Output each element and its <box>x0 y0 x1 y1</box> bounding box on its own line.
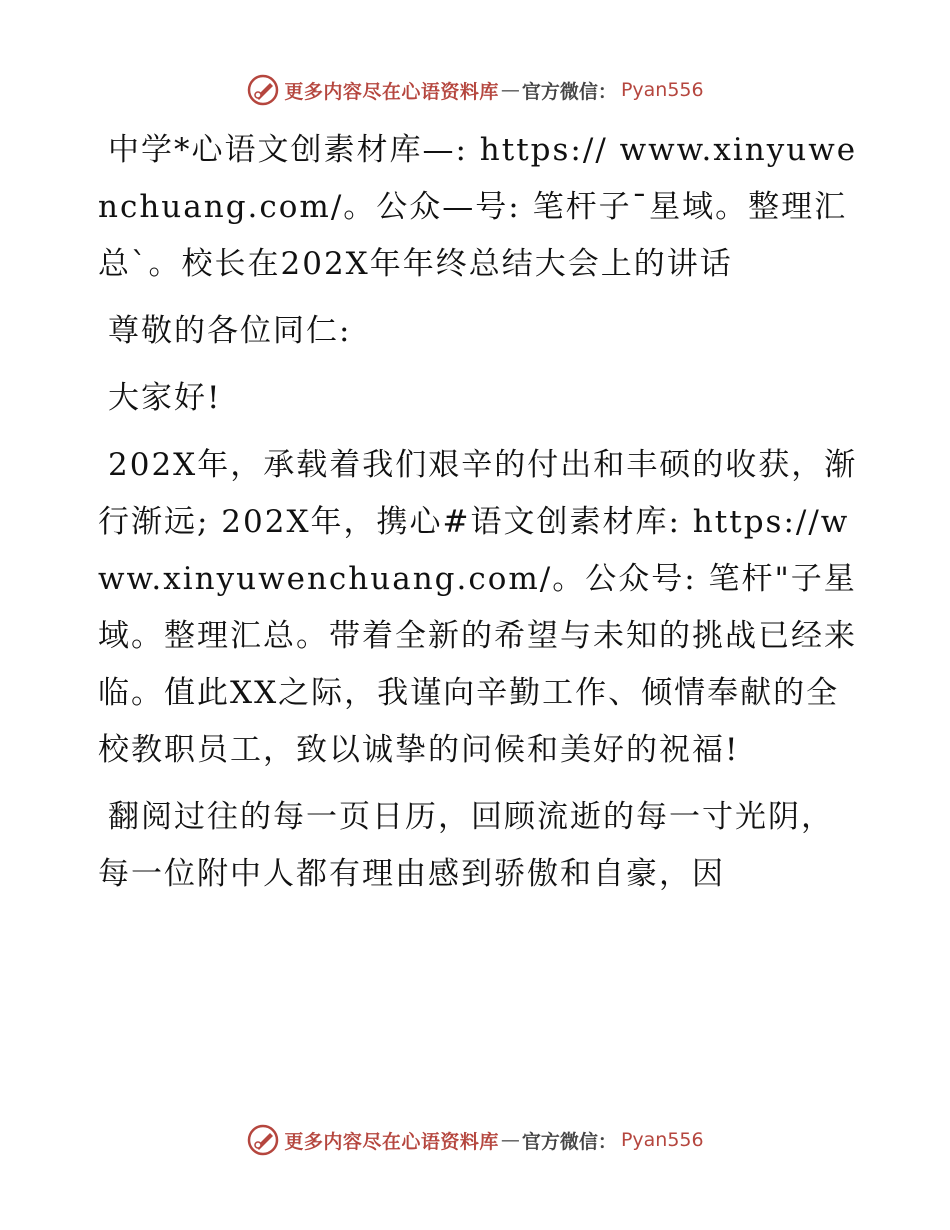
banner-wechat-id: Pyan556 <box>620 79 704 101</box>
footer-banner <box>0 1118 950 1162</box>
document-body <box>98 122 858 913</box>
banner-separator: — <box>500 1129 520 1151</box>
banner-sub: 官方微信： <box>521 1130 617 1153</box>
banner-brand: 更多内容尽在心语资料库 <box>284 80 499 103</box>
pen-logo-icon <box>246 73 280 107</box>
paragraph-body-2: 翻阅过往的每一页日历，回顾流逝的每一寸光阴，每一位附中人都有理由感到骄傲和自豪，因 <box>98 799 834 892</box>
banner-sub: 官方微信： <box>521 80 617 103</box>
banner-brand: 更多内容尽在心语资料库 <box>284 1130 499 1153</box>
paragraph-salutation: 尊敬的各位同仁: <box>108 313 352 349</box>
header-banner <box>0 68 950 112</box>
banner-wechat-id: Pyan556 <box>620 1129 704 1151</box>
paragraph-title: 中学*心语文创素材库—: https:// www.xinyuwenchuang.com/。公众—号: 笔杆子¯星域。整理汇总`。校长在202X年年终总结大会上的讲话 <box>98 132 858 282</box>
paragraph-greeting: 大家好! <box>108 380 222 416</box>
paragraph-body-1: 202X年，承载着我们艰辛的付出和丰硕的收获，渐行渐远; 202X年，携心#语文创素材库: https://www.xinyuwenchuang.com/。公众号: 笔杆"子星域。整理汇总。带着全新的希望与未知的挑战已经来临。值此XX之际，我谨向辛勤工作、倾情奉献的全校教职员工，致以诚挚的问候和美好的祝福! <box>98 447 858 768</box>
banner-separator: — <box>500 79 520 101</box>
pen-logo-icon <box>246 1123 280 1157</box>
